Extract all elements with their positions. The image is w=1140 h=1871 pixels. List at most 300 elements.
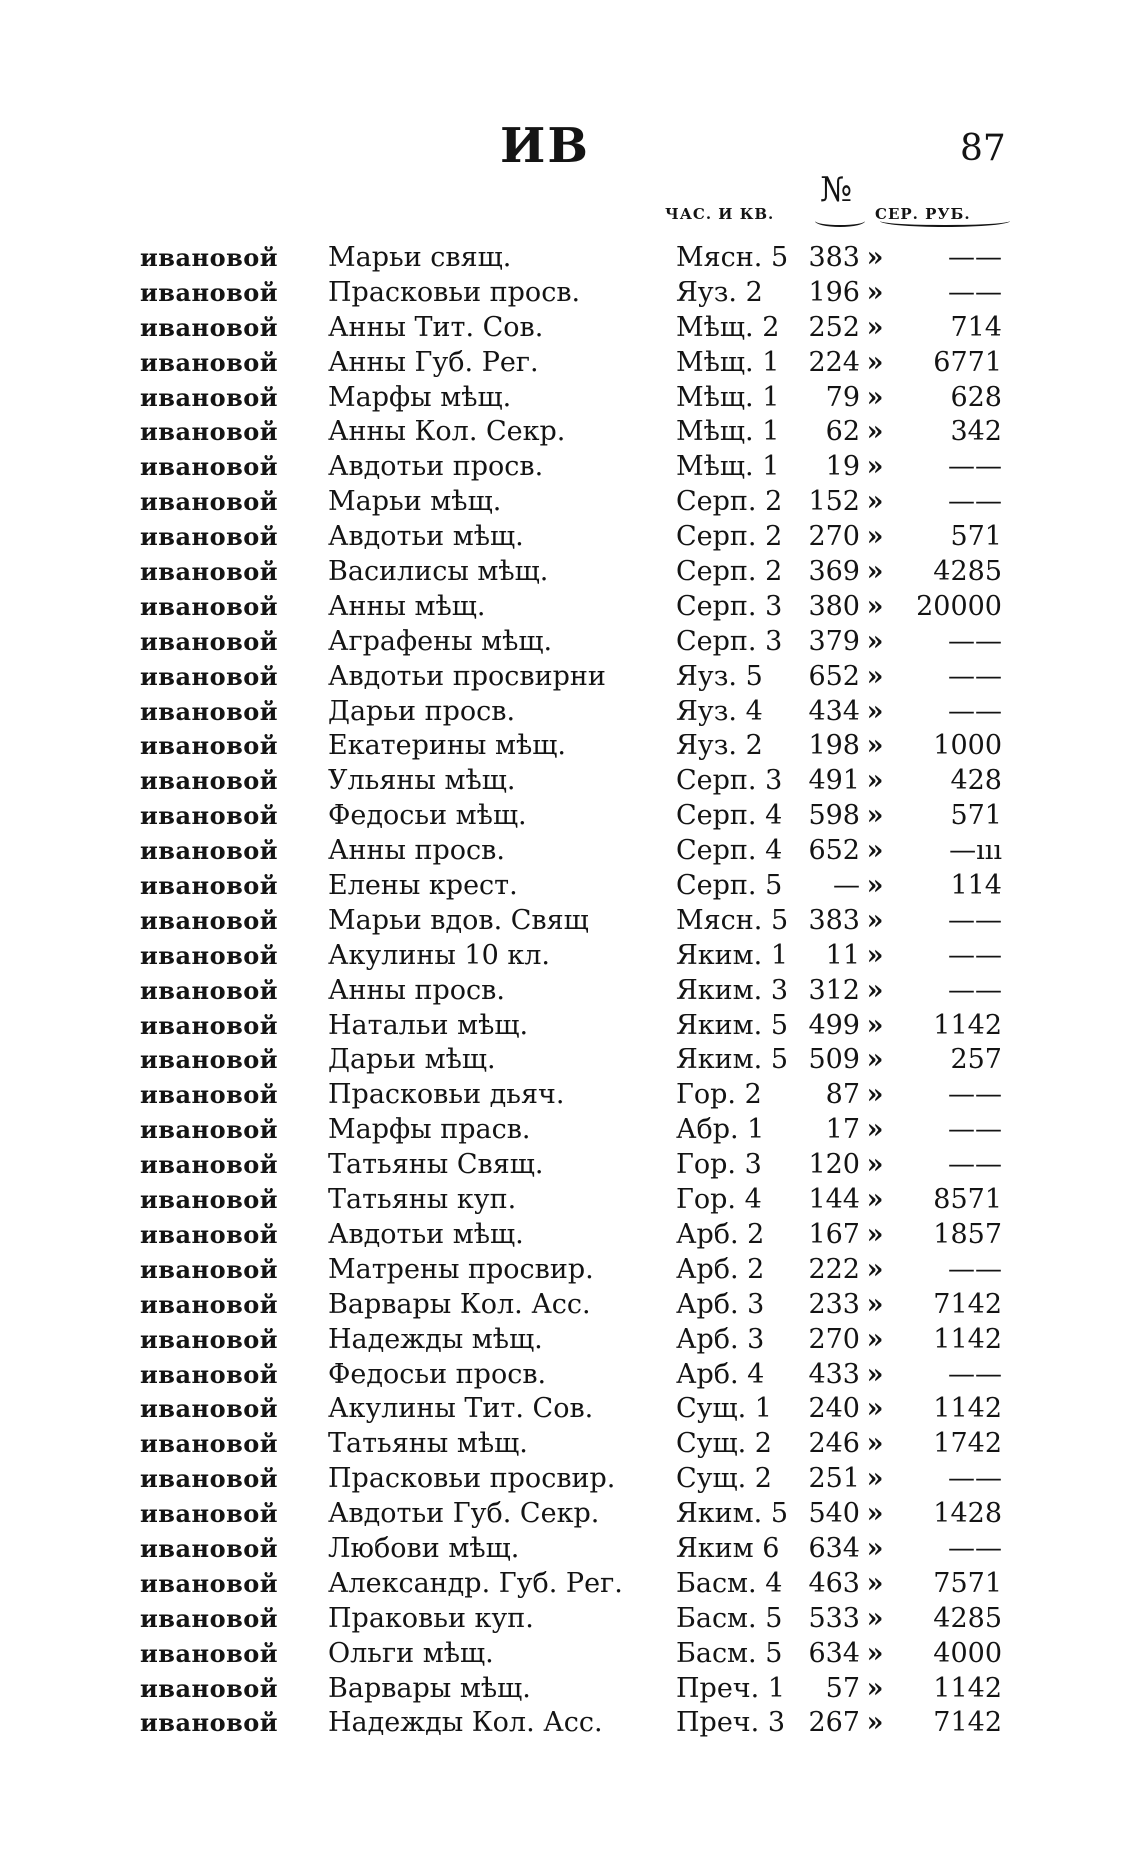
table-row [140,556,1002,591]
table-row [140,486,1002,521]
value-cell: —— [948,1149,1002,1181]
number-cell: — [833,870,860,902]
surname-cell: ивановой [140,382,279,412]
name-cell: Анны Тит. Сов. [328,311,544,343]
part-cell: Басм. 5 [676,1602,783,1634]
separator-cell: » [866,276,884,308]
part-cell: Арб. 2 [676,1253,765,1285]
name-cell: Федосьи просв. [328,1358,547,1390]
name-cell: Авдотьи мѣщ. [328,521,524,553]
part-cell: Яким. 3 [676,974,789,1006]
part-cell: Преч. 3 [676,1707,786,1739]
value-cell: 20000 [916,590,1002,622]
surname-cell: ивановой [140,522,279,552]
separator-cell: » [866,590,884,622]
name-cell: Авдотьи просвирни [328,660,606,692]
value-cell: 1142 [933,1009,1002,1041]
surname-cell: ивановой [140,417,279,447]
name-cell: Василисы мѣщ. [328,556,549,588]
part-cell: Серп. 4 [676,800,783,832]
separator-cell: » [866,1637,884,1669]
separator-cell: » [866,416,884,448]
number-cell: 499 [808,1009,860,1041]
table-row [140,765,1002,800]
number-cell: 270 [808,521,860,553]
value-cell: 1000 [933,730,1002,762]
number-cell: 383 [808,242,860,273]
table-row [140,1638,1002,1673]
name-cell: Татьяны мѣщ. [328,1428,528,1460]
part-cell: Серп. 2 [676,486,783,518]
separator-cell: » [866,1602,884,1634]
surname-cell: ивановой [140,452,279,482]
surname-cell: ивановой [140,1150,279,1180]
name-cell: Марьи вдов. Свящ [328,904,589,936]
part-cell: Яким. 5 [676,1044,789,1076]
surname-cell: ивановой [140,801,279,831]
surname-cell: ивановой [140,1429,279,1459]
table-row [140,591,1002,626]
table-row [140,1707,1002,1742]
surname-cell: ивановой [140,277,279,307]
surname-cell: ивановой [140,1045,279,1075]
number-cell: 144 [808,1184,860,1216]
surname-cell: ивановой [140,1219,279,1249]
value-cell: —— [948,695,1002,727]
separator-cell: » [866,346,884,378]
surname-cell: ивановой [140,1394,279,1424]
separator-cell: » [866,381,884,413]
name-cell: Прасковьи просв. [328,276,581,308]
table-row [140,277,1002,312]
number-cell: 463 [808,1567,860,1599]
name-cell: Акулины 10 кл. [328,939,550,971]
value-cell: 4285 [933,1602,1002,1634]
part-cell: Яуз. 4 [676,695,763,727]
value-cell: —ııı [949,835,1002,867]
value-cell: 571 [950,521,1002,553]
number-cell: 369 [808,556,860,588]
value-cell: —— [948,904,1002,936]
part-cell: Арб. 3 [676,1288,765,1320]
table-row [140,451,1002,486]
part-cell: Преч. 1 [676,1672,786,1704]
value-cell: 4000 [933,1637,1002,1669]
table-row [140,1603,1002,1638]
table-row [140,1498,1002,1533]
surname-cell: ивановой [140,243,279,272]
surname-cell: ивановой [140,1708,279,1738]
part-cell: Яким. 5 [676,1498,789,1530]
table-row [140,1044,1002,1079]
table-row [140,1533,1002,1568]
number-cell: 87 [825,1079,860,1111]
number-cell: 312 [808,974,860,1006]
part-cell: Мясн. 5 [676,242,789,273]
surname-cell: ивановой [140,557,279,587]
table-row [140,312,1002,347]
number-cell: 252 [808,311,860,343]
surname-cell: ивановой [140,940,279,970]
surname-cell: ивановой [140,347,279,377]
name-cell: Авдотьи мѣщ. [328,1218,524,1250]
separator-cell: » [866,1114,884,1146]
separator-cell: » [866,1009,884,1041]
number-cell: 267 [808,1707,860,1739]
value-cell: —— [948,1253,1002,1285]
number-cell: 270 [808,1323,860,1355]
name-cell: Анны Кол. Секр. [328,416,566,448]
name-cell: Акулины Тит. Сов. [328,1393,594,1425]
part-cell: Яуз. 2 [676,730,763,762]
surname-cell: ивановой [140,487,279,517]
table-row [140,1673,1002,1708]
value-cell: 1857 [933,1218,1002,1250]
surname-cell: ивановой [140,1324,279,1354]
table-row [140,1184,1002,1219]
table-row [140,1463,1002,1498]
name-cell: Анны Губ. Рег. [328,346,539,378]
surname-cell: ивановой [140,696,279,726]
separator-cell: » [866,1253,884,1285]
table-row [140,626,1002,661]
surname-cell: ивановой [140,312,279,342]
number-cell: 433 [808,1358,860,1390]
table-row [140,975,1002,1010]
part-cell: Серп. 3 [676,625,783,657]
part-cell: Яким. 5 [676,1009,789,1041]
surname-cell: ивановой [140,1464,279,1494]
table-row [140,870,1002,905]
name-cell: Любови мѣщ. [328,1532,520,1564]
table-row [140,696,1002,731]
part-cell: Яким. 1 [676,939,789,971]
name-cell: Анны мѣщ. [328,590,486,622]
name-cell: Александр. Губ. Рег. [328,1567,623,1599]
surname-cell: ивановой [140,1185,279,1215]
separator-cell: » [866,1079,884,1111]
separator-cell: » [866,1218,884,1250]
table-row [140,1114,1002,1149]
name-cell: Марфы прасв. [328,1114,531,1146]
value-cell: —— [948,625,1002,657]
value-cell: —— [948,451,1002,483]
value-cell: 714 [950,311,1002,343]
column-header-value: СЕР. РУБ. [875,205,971,223]
table-row [140,800,1002,835]
separator-cell: » [866,730,884,762]
name-cell: Ульяны мѣщ. [328,765,516,797]
separator-cell: » [866,939,884,971]
name-cell: Варвары мѣщ. [328,1672,531,1704]
part-cell: Абр. 1 [676,1114,765,1146]
value-cell: 114 [950,870,1002,902]
separator-cell: » [866,974,884,1006]
name-cell: Аграфены мѣщ. [328,625,553,657]
separator-cell: » [866,311,884,343]
number-cell: 11 [825,939,860,971]
name-cell: Прасковьи просвир. [328,1463,616,1495]
number-cell: 196 [808,276,860,308]
separator-cell: » [866,1567,884,1599]
separator-cell: » [866,521,884,553]
number-cell: 224 [808,346,860,378]
surname-cell: ивановой [140,731,279,761]
value-cell: 1742 [933,1428,1002,1460]
name-cell: Прасковьи дьяч. [328,1079,565,1111]
part-cell: Арб. 2 [676,1218,765,1250]
separator-cell: » [866,1044,884,1076]
name-cell: Екатерины мѣщ. [328,730,566,762]
separator-cell: » [866,625,884,657]
name-cell: Марфы мѣщ. [328,381,512,413]
value-cell: —— [948,486,1002,518]
separator-cell: » [866,486,884,518]
value-cell: —— [948,1358,1002,1390]
page-heading-letters: ИВ [500,118,590,174]
number-sign-heading: № [820,170,853,210]
separator-cell: » [866,1323,884,1355]
part-cell: Басм. 4 [676,1567,783,1599]
separator-cell: » [866,1358,884,1390]
value-cell: 342 [950,416,1002,448]
name-cell: Федосьи мѣщ. [328,800,527,832]
value-cell: 428 [950,765,1002,797]
value-cell: 7142 [933,1288,1002,1320]
number-cell: 246 [808,1428,860,1460]
surname-cell: ивановой [140,626,279,656]
name-cell: Надежды мѣщ. [328,1323,543,1355]
name-cell: Матрены просвир. [328,1253,594,1285]
table-row [140,661,1002,696]
separator-cell: » [866,1184,884,1216]
part-cell: Мѣщ. 1 [676,416,780,448]
table-row [140,730,1002,765]
value-cell: 7571 [933,1567,1002,1599]
separator-cell: » [866,695,884,727]
separator-cell: » [866,1672,884,1704]
page-number: 87 [960,128,1006,169]
table-row [140,1219,1002,1254]
surname-cell: ивановой [140,1568,279,1598]
number-cell: 17 [825,1114,860,1146]
table-row [140,1428,1002,1463]
part-cell: Серп. 3 [676,765,783,797]
number-cell: 57 [825,1672,860,1704]
part-cell: Серп. 2 [676,521,783,553]
separator-cell: » [866,242,884,273]
separator-cell: » [866,556,884,588]
separator-cell: » [866,1532,884,1564]
name-cell: Надежды Кол. Асс. [328,1707,603,1739]
surname-cell: ивановой [140,1673,279,1703]
name-cell: Татьяны Свящ. [328,1149,544,1181]
surname-cell: ивановой [140,975,279,1005]
number-cell: 652 [808,660,860,692]
separator-cell: » [866,1288,884,1320]
table-row [140,835,1002,870]
value-cell: —— [948,1532,1002,1564]
part-cell: Сущ. 1 [676,1393,772,1425]
part-cell: Гор. 4 [676,1184,762,1216]
separator-cell: » [866,1463,884,1495]
table-row [140,521,1002,556]
value-cell: —— [948,1079,1002,1111]
table-row [140,1254,1002,1289]
part-cell: Мѣщ. 1 [676,346,780,378]
part-cell: Серп. 3 [676,590,783,622]
surname-cell: ивановой [140,1115,279,1145]
name-cell: Марьи мѣщ. [328,486,502,518]
table-row [140,1568,1002,1603]
separator-cell: » [866,904,884,936]
surname-cell: ивановой [140,1603,279,1633]
separator-cell: » [866,1428,884,1460]
name-cell: Елены крест. [328,870,518,902]
part-cell: Серп. 4 [676,835,783,867]
separator-cell: » [866,800,884,832]
surname-cell: ивановой [140,1289,279,1319]
number-cell: 120 [808,1149,860,1181]
name-cell: Дарьи просв. [328,695,516,727]
value-cell: 1142 [933,1393,1002,1425]
surname-cell: ивановой [140,591,279,621]
part-cell: Серп. 2 [676,556,783,588]
name-cell: Анны просв. [328,974,505,1006]
value-cell: 6771 [933,346,1002,378]
number-cell: 233 [808,1288,860,1320]
table-row [140,1324,1002,1359]
name-cell: Анны просв. [328,835,505,867]
number-cell: 634 [808,1637,860,1669]
part-cell: Сущ. 2 [676,1428,772,1460]
value-cell: 571 [950,800,1002,832]
number-cell: 251 [808,1463,860,1495]
separator-cell: » [866,1498,884,1530]
number-cell: 62 [825,416,860,448]
register-table [140,242,1002,1742]
name-cell: Варвары Кол. Асс. [328,1288,591,1320]
name-cell: Праковьи куп. [328,1602,534,1634]
separator-cell: » [866,451,884,483]
value-cell: 7142 [933,1707,1002,1739]
separator-cell: » [866,1393,884,1425]
surname-cell: ивановой [140,1359,279,1389]
number-cell: 152 [808,486,860,518]
number-cell: 380 [808,590,860,622]
part-cell: Мѣщ. 2 [676,311,780,343]
number-cell: 598 [808,800,860,832]
surname-cell: ивановой [140,1499,279,1529]
name-cell: Дарьи мѣщ. [328,1044,496,1076]
value-cell: —— [948,939,1002,971]
table-row [140,1393,1002,1428]
table-row [140,1149,1002,1184]
surname-cell: ивановой [140,1080,279,1110]
number-column-brace [815,215,865,227]
value-cell: 628 [950,381,1002,413]
number-cell: 19 [825,451,860,483]
number-cell: 222 [808,1253,860,1285]
surname-cell: ивановой [140,1254,279,1284]
part-cell: Сущ. 2 [676,1463,772,1495]
part-cell: Арб. 3 [676,1323,765,1355]
number-cell: 634 [808,1532,860,1564]
table-row [140,1289,1002,1324]
part-cell: Басм. 5 [676,1637,783,1669]
value-cell: 1142 [933,1323,1002,1355]
part-cell: Яким 6 [676,1532,780,1564]
value-cell: 257 [950,1044,1002,1076]
value-cell: —— [948,660,1002,692]
name-cell: Авдотьи Губ. Секр. [328,1498,600,1530]
table-row [140,416,1002,451]
surname-cell: ивановой [140,661,279,691]
surname-cell: ивановой [140,1533,279,1563]
value-cell: 8571 [933,1184,1002,1216]
surname-cell: ивановой [140,766,279,796]
number-cell: 491 [808,765,860,797]
part-cell: Арб. 4 [676,1358,765,1390]
surname-cell: ивановой [140,1638,279,1668]
table-row [140,1010,1002,1045]
value-cell: —— [948,276,1002,308]
value-cell: 1142 [933,1672,1002,1704]
separator-cell: » [866,765,884,797]
table-row [140,905,1002,940]
surname-cell: ивановой [140,836,279,866]
part-cell: Гор. 2 [676,1079,762,1111]
number-cell: 540 [808,1498,860,1530]
separator-cell: » [866,870,884,902]
number-cell: 167 [808,1218,860,1250]
table-row [140,242,1002,277]
separator-cell: » [866,1149,884,1181]
name-cell: Татьяны куп. [328,1184,517,1216]
name-cell: Авдотьи просв. [328,451,544,483]
number-cell: 240 [808,1393,860,1425]
part-cell: Серп. 5 [676,870,783,902]
name-cell: Ольги мѣщ. [328,1637,494,1669]
separator-cell: » [866,835,884,867]
number-cell: 383 [808,904,860,936]
value-cell: —— [948,974,1002,1006]
number-cell: 533 [808,1602,860,1634]
name-cell: Марьи свящ. [328,242,512,273]
surname-cell: ивановой [140,1010,279,1040]
value-cell: 1428 [933,1498,1002,1530]
value-cell: —— [948,1114,1002,1146]
part-cell: Мѣщ. 1 [676,381,780,413]
value-cell: 4285 [933,556,1002,588]
number-cell: 434 [808,695,860,727]
part-cell: Яуз. 2 [676,276,763,308]
surname-cell: ивановой [140,871,279,901]
part-cell: Гор. 3 [676,1149,762,1181]
separator-cell: » [866,660,884,692]
separator-cell: » [866,1707,884,1739]
value-column-brace [880,215,1010,227]
number-cell: 79 [825,381,860,413]
table-row [140,347,1002,382]
number-cell: 652 [808,835,860,867]
surname-cell: ивановой [140,905,279,935]
table-row [140,382,1002,417]
part-cell: Мѣщ. 1 [676,451,780,483]
table-row [140,1079,1002,1114]
table-row [140,940,1002,975]
part-cell: Мясн. 5 [676,904,789,936]
